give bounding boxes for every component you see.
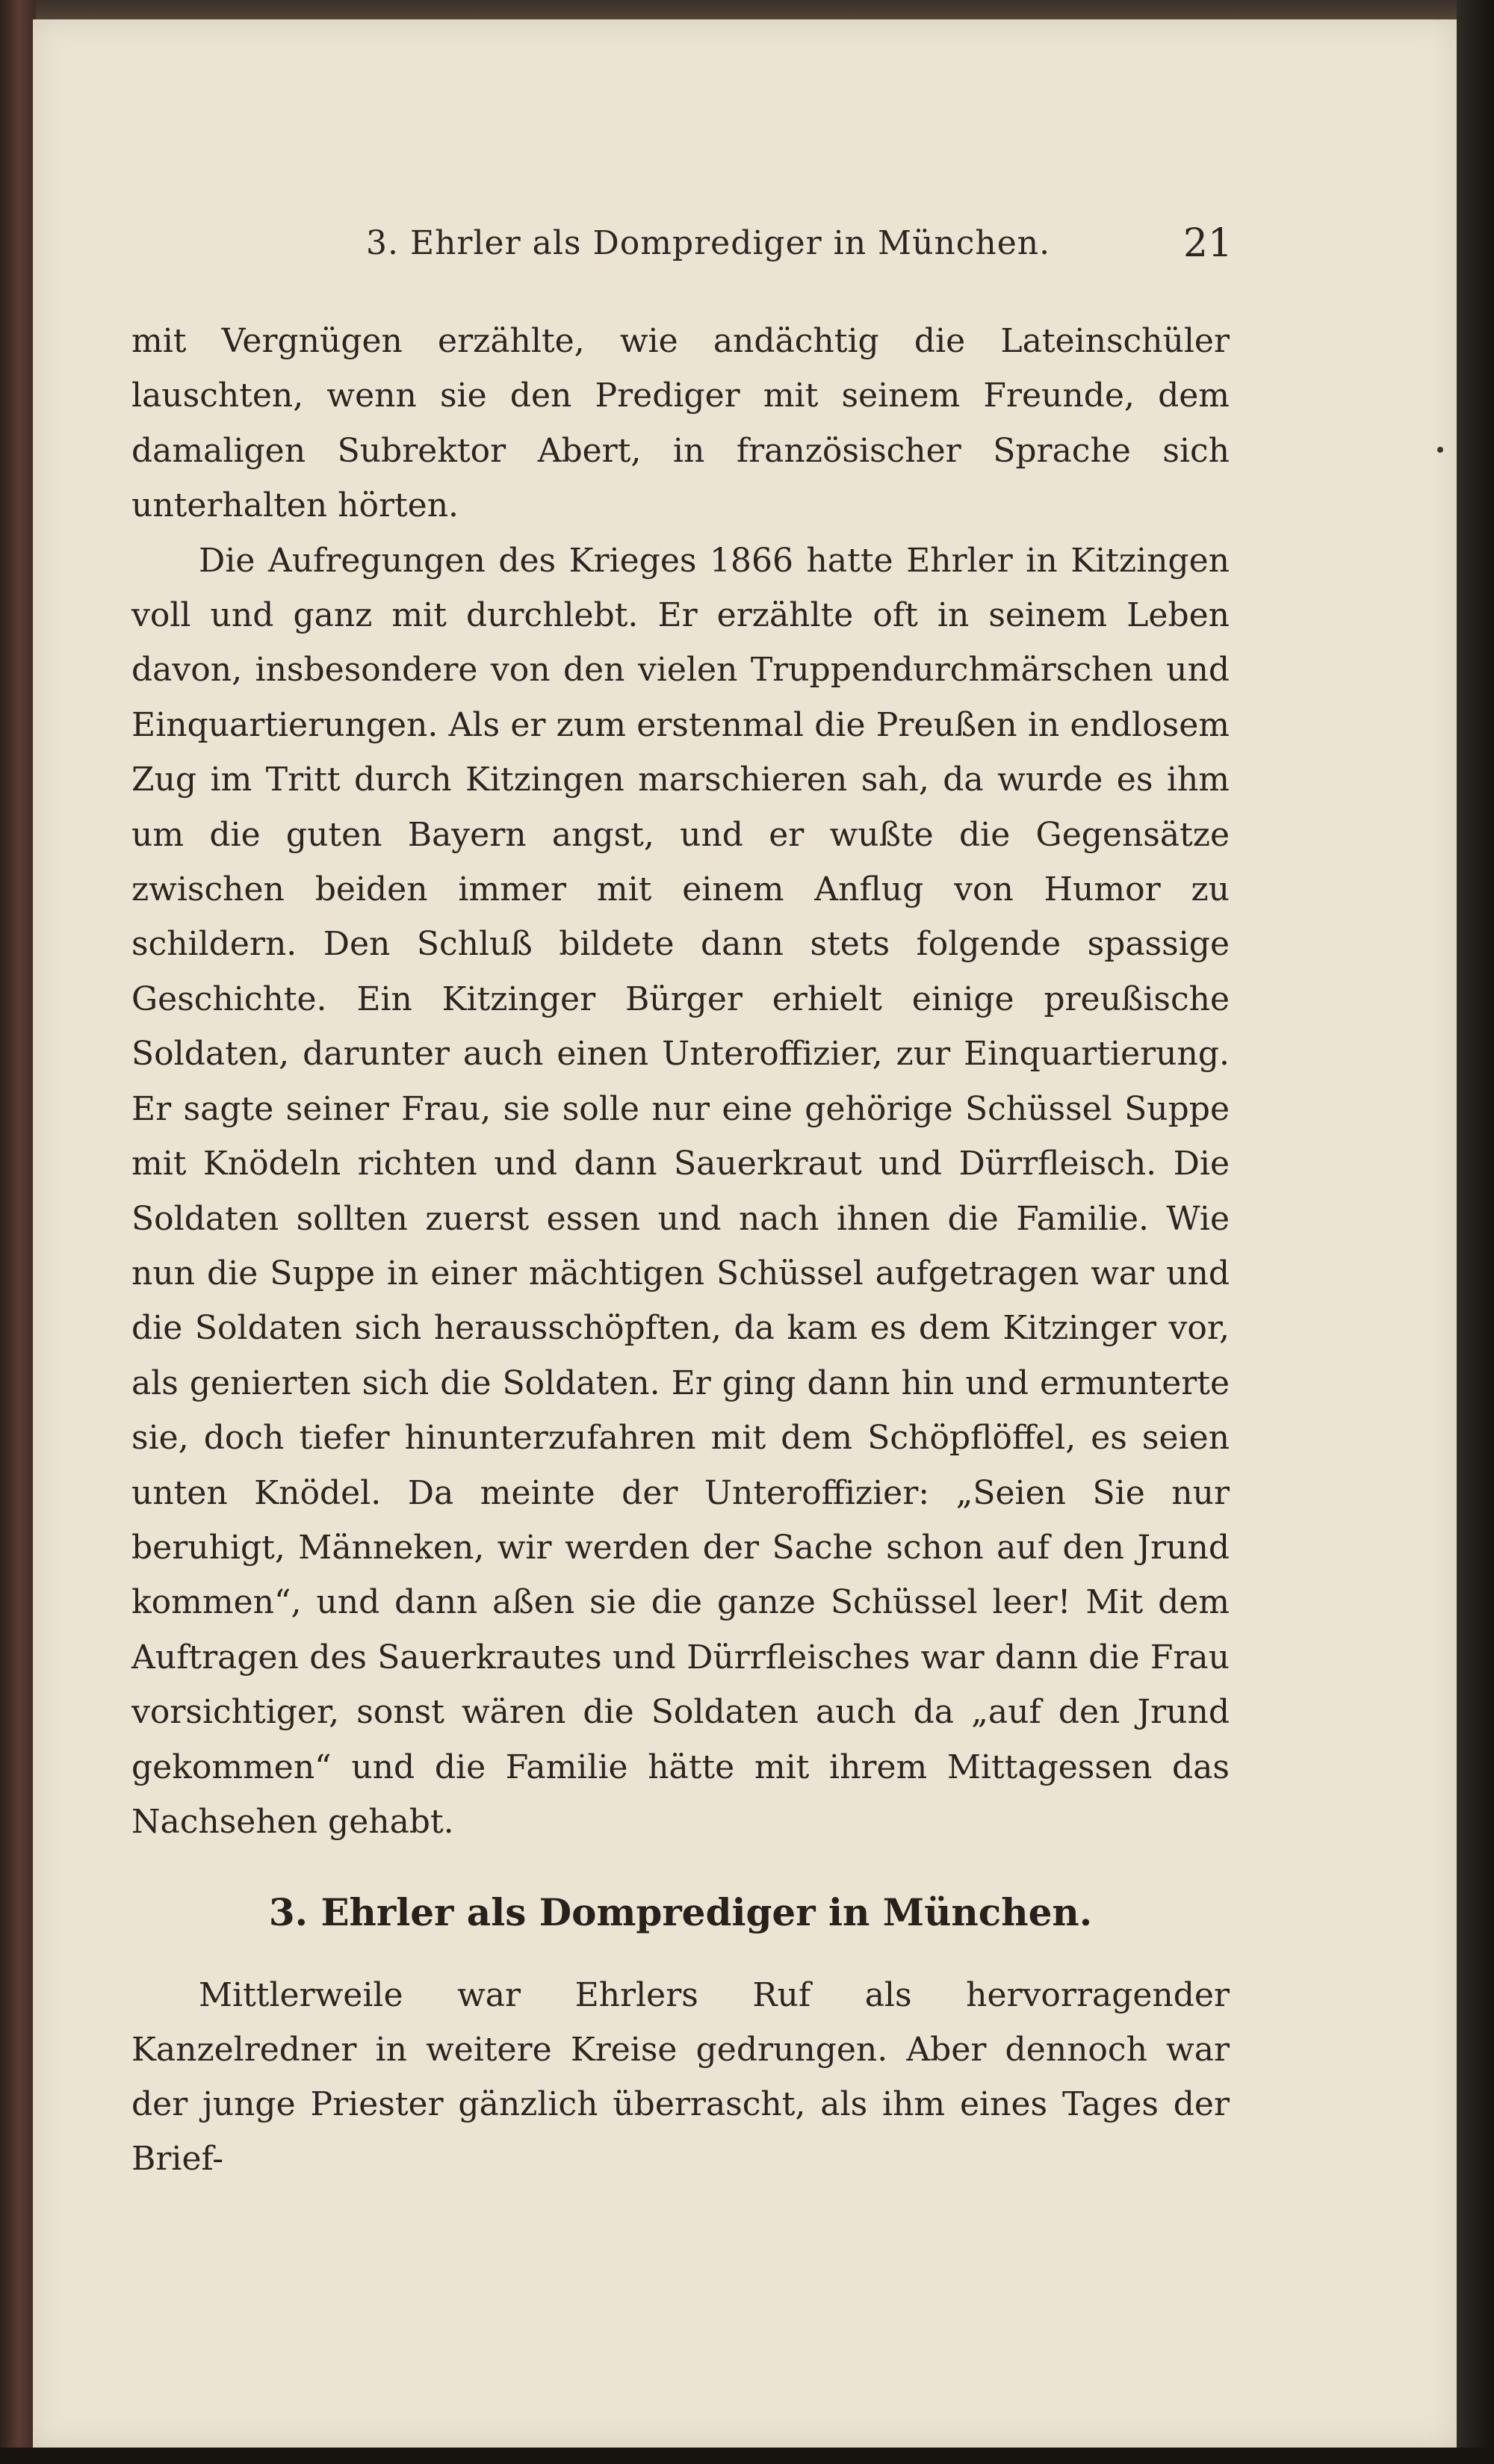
paragraph-continued: mit Vergnügen erzählte, wie andächtig die Lateinschüler lauschten, wenn sie den Prediger mit seinem Freunde, dem damaligen Subrektor Abert, in französischer Sprache sich unterhalten hörten. <box>131 322 1230 525</box>
book-spine <box>0 0 36 2464</box>
book-right-edge <box>1457 0 1494 2464</box>
page-number: 21 <box>1183 221 1233 266</box>
section-body <box>131 1968 1230 2186</box>
book-bottom-edge <box>0 2448 1494 2464</box>
margin-speck <box>1437 447 1443 453</box>
paragraph-war-1866: Die Aufregungen des Krieges 1866 hatte Ehrler in Kitzingen voll und ganz mit durchlebt. Er erzählte oft in seinem Leben davon, insbesondere von den vielen Truppendurchmärschen und Einquartierungen. Als er zum erstenmal die Preußen in endlosem Zug im Tritt durch Kitzingen marschieren sah, da wurde es ihm um die guten Bayern angst, und er wußte die Gegensätze zwischen beiden immer mit einem Anflug von Humor zu schildern. Den Schluß bildete dann stets folgende spassige Geschichte. Ein Kitzinger Bürger erhielt einige preußische Soldaten, darunter auch einen Unteroffizier, zur Einquartierung. Er sagte seiner Frau, sie solle nur eine gehörige Schüssel Suppe mit Knödeln richten und dann Sauerkraut und Dürrfleisch. Die Soldaten sollten zuerst essen und nach ihnen die Familie. Wie nun die Suppe in einer mächtigen Schüssel aufgetragen war und die Soldaten sich herausschöpften, da kam es dem Kitzinger vor, als genierten sich die Soldaten. Er ging dann hin und ermunterte sie, doch tiefer hinunterzufahren mit dem Schöpflöffel, es seien unten Knödel. Da meinte der Unteroffizier: „Seien Sie nur beruhigt, Männeken, wir werden der Sache schon auf den Jrund kommen“, und dann aßen sie die ganze Schüssel leer! Mit dem Auftragen des Sauerkrautes und Dürrfleisches war dann die Frau vorsichtiger, sonst wären die Soldaten auch da „auf den Jrund gekommen“ und die Familie hätte mit ihrem Mittagessen das Nachsehen gehabt. <box>131 541 1230 1841</box>
body-text <box>131 314 1230 1849</box>
running-header: 3. Ehrler als Domprediger in München. <box>366 224 1051 262</box>
section-heading: 3. Ehrler als Domprediger in München. <box>268 1890 1093 1934</box>
paragraph-section-start: Mittlerweile war Ehrlers Ruf als hervorragender Kanzelredner in weitere Kreise gedrungen. Aber dennoch war der junge Priester gänzlich überrascht, als ihm eines Tages der Brief- <box>131 1976 1230 2178</box>
